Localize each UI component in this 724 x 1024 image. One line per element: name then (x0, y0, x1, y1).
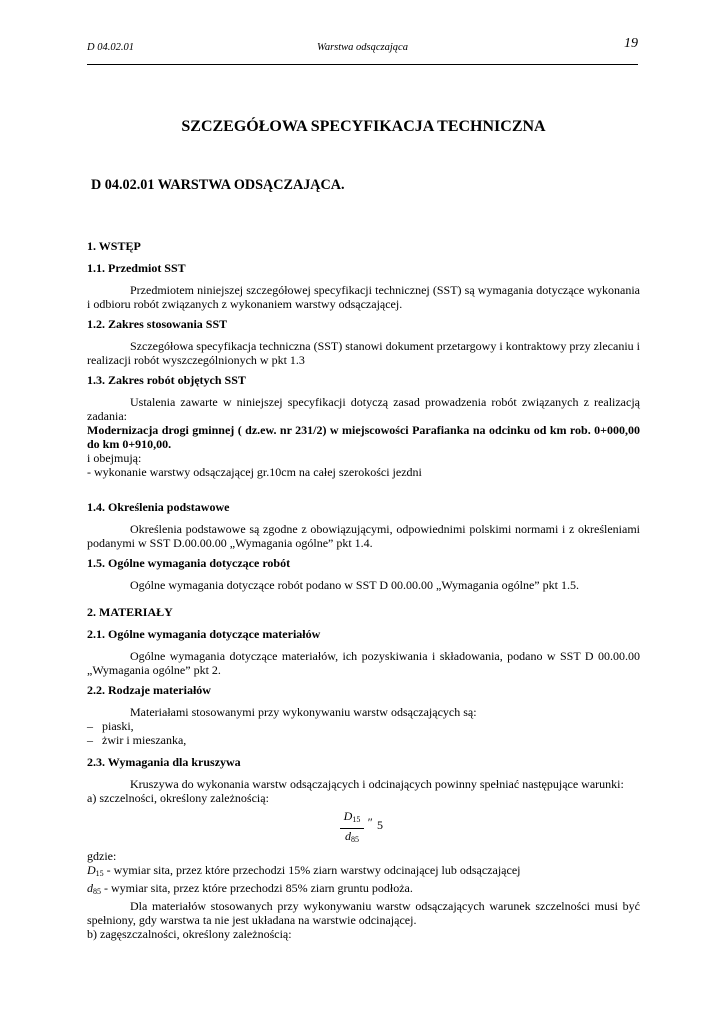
header-title: Warstwa odsączająca (317, 42, 408, 53)
dash-bullet: – (87, 719, 93, 733)
scope-item: - wykonanie warstwy odsączającej gr.10cm na całej szerokości jezdni (87, 465, 422, 479)
includes-label: i obejmują: (87, 451, 142, 465)
formula-numerator: $D_{15}$ (340, 809, 364, 829)
section-2-3-heading: 2.3. Wymagania dla kruszywa (87, 755, 241, 769)
section-2-1-text: Ogólne wymagania dotyczące materiałów, ich pozyskiwania i składowania, podano w SST D 00.00.00 „Wymagania ogólne” pkt 2. (87, 649, 640, 677)
formula-value: 5 (377, 818, 383, 832)
symbol-d85: $d_{85}$ (87, 881, 101, 896)
section-1-3-heading: 1.3. Zakres robót objętych SST (87, 373, 246, 387)
task-description: Modernizacja drogi gminnej ( dz.ew. nr 231/2) w miejscowości Parafianka na odcinku od km rob. 0+000,00 do km 0+910,00. (87, 423, 640, 451)
section-2-2-heading: 2.2. Rodzaje materiałów (87, 683, 211, 697)
page-number: 19 (624, 36, 638, 51)
section-1-2-heading: 1.2. Zakres stosowania SST (87, 317, 228, 331)
section-2-3-text: Kruszywa do wykonania warstw odsączających i odcinających powinny spełniać następujące warunki: (130, 777, 624, 791)
section-2-2-text: Materiałami stosowanymi przy wykonywaniu warstw odsączających są: (130, 705, 477, 719)
where-label: gdzie: (87, 849, 117, 863)
header-rule (87, 64, 638, 65)
tightness-note: Dla materiałów stosowanych przy wykonywaniu warstw odsączających warunek szczelności musi być spełniony, gdy warstwa ta nie jest układana na warstwie odcinającej. (87, 899, 640, 927)
section-1-2-text: Szczegółowa specyfikacja techniczna (SST) stanowi dokument przetargowy i kontraktowy przy zlecaniu i realizacji robót wyszczególnionych w pkt 1.3 (87, 339, 640, 367)
section-1-4-text: Określenia podstawowe są zgodne z obowiązującymi, odpowiednimi polskimi normami i z określeniami podanymi w SST D.00.00.00 „Wymagania ogólne” pkt 1.4. (87, 522, 640, 550)
section-1-1-text: Przedmiotem niniejszej szczegółowej specyfikacji technicznej (SST) są wymagania dotyczące wykonania i odbioru robót związanych z wykonaniem warstwy odsączającej. (87, 283, 640, 311)
page-content (87, 120, 640, 941)
symbol-d15: $D_{15}$ (87, 863, 104, 878)
section-1-5-heading: 1.5. Ogólne wymagania dotyczące robót (87, 556, 291, 570)
dash-bullet: – (87, 733, 93, 747)
material-item-gravel (87, 733, 640, 747)
material-item-sand (87, 719, 640, 733)
document-subtitle: D 04.02.01 WARSTWA ODSĄCZAJĄCA. (91, 177, 345, 193)
document-title: SZCZEGÓŁOWA SPECYFIKACJA TECHNICZNA (181, 118, 546, 135)
section-1-heading: 1. WSTĘP (87, 239, 141, 253)
material-label: piaski, (102, 719, 134, 733)
condition-b-label: b) zagęszczalności, określony zależnością: (87, 927, 292, 941)
section-1-1-heading: 1.1. Przedmiot SST (87, 261, 186, 275)
section-1-4-heading: 1.4. Określenia podstawowe (87, 500, 230, 514)
section-1-3-text: Ustalenia zawarte w niniejszej specyfikacji dotyczą zasad prowadzenia robót związanych z realizacją zadania: (87, 395, 640, 423)
definition-d15: $D_{15}$ - wymiar sita, przez które przechodzi 15% ziarn warstwy odcinającej lub odsączającej (87, 863, 521, 878)
section-2-heading: 2. MATERIAŁY (87, 605, 173, 619)
header-code: D 04.02.01 (87, 42, 134, 53)
formula-denominator: $d_{85}$ (345, 829, 359, 844)
material-label: żwir i mieszanka, (102, 733, 187, 747)
formula-operator: ″ (367, 815, 372, 829)
section-2-1-heading: 2.1. Ogólne wymagania dotyczące materiałów (87, 627, 321, 641)
tightness-formula (87, 809, 640, 843)
running-header (87, 36, 638, 62)
section-1-5-text: Ogólne wymagania dotyczące robót podano w SST D 00.00.00 „Wymagania ogólne” pkt 1.5. (130, 578, 579, 592)
formula-fraction (340, 809, 364, 847)
condition-a-label: a) szczelności, określony zależnością: (87, 791, 269, 805)
definition-d85: $d_{85}$ - wymiar sita, przez które przechodzi 85% ziarn gruntu podłoża. (87, 881, 413, 896)
